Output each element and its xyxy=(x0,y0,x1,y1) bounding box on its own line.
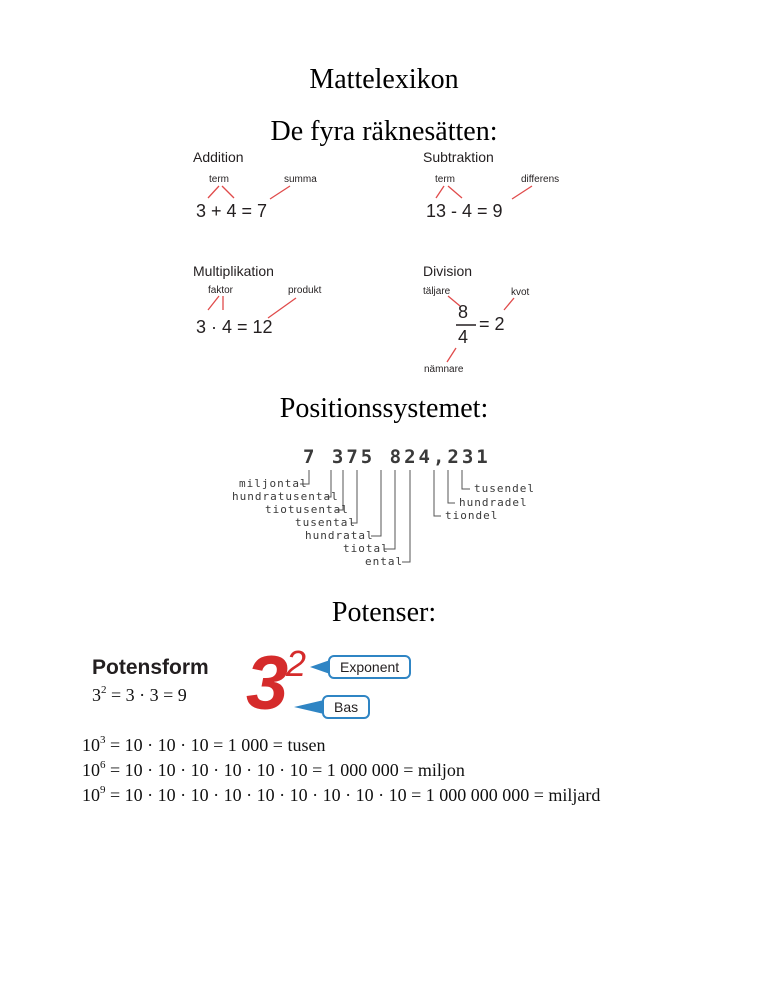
power-line-exp: 3 xyxy=(100,734,106,746)
division-numerator: 8 xyxy=(458,302,469,322)
exponent-callout: Exponent xyxy=(328,655,411,679)
addition-equation: 3 + 4 = 7 xyxy=(196,201,268,221)
subtraction-title: Subtraktion xyxy=(423,149,494,165)
subtraction-term-label: term xyxy=(435,174,455,185)
addition-title: Addition xyxy=(193,149,244,165)
label-hundradel: hundradel xyxy=(459,496,528,509)
potensform-title: Potensform xyxy=(92,656,209,679)
subtraction-differens-label: differens xyxy=(521,174,560,185)
powers-heading: Potenser: xyxy=(331,597,437,628)
division-namnare-label: nämnare xyxy=(424,364,464,375)
big-power-exponent: 2 xyxy=(286,643,307,684)
power-line-base: 10 xyxy=(82,785,100,805)
multiplication-equation: 3 · 4 = 12 xyxy=(196,317,273,337)
label-hundratusental: hundratusental xyxy=(232,490,339,503)
power-line-million xyxy=(82,760,465,781)
power-line-base: 10 xyxy=(82,760,100,780)
label-tiotal: tiotal xyxy=(343,542,389,555)
division-denominator: 4 xyxy=(458,327,469,347)
power-line-exp: 6 xyxy=(100,759,106,771)
label-miljontal: miljontal xyxy=(239,477,308,490)
page-title: Mattelexikon xyxy=(309,64,459,95)
division-kvot-label: kvot xyxy=(511,287,530,298)
multiplication-produkt-label: produkt xyxy=(288,285,322,296)
positional-number: 7 375 824,231 xyxy=(303,446,491,468)
label-tusendel: tusendel xyxy=(474,482,535,495)
multiplication-title: Multiplikation xyxy=(193,263,274,279)
power-line-thousand xyxy=(82,735,325,756)
power-line-billion xyxy=(82,785,600,806)
power-line-exp: 9 xyxy=(100,784,106,796)
label-hundratal: hundratal xyxy=(305,529,374,542)
base-callout: Bas xyxy=(322,695,370,719)
multiplication-faktor-label: faktor xyxy=(208,285,234,296)
big-power-base: 3 xyxy=(246,641,289,726)
positional-heading: Positionssystemet: xyxy=(279,393,489,424)
example-exponent: 2 xyxy=(101,684,107,696)
label-ental: ental xyxy=(365,555,404,568)
division-taljare-label: täljare xyxy=(423,286,451,297)
operations-heading: De fyra räknesätten: xyxy=(270,116,498,147)
example-rest: = 3 · 3 = 9 xyxy=(106,685,187,705)
addition-summa-label: summa xyxy=(284,174,317,185)
label-tiotusental: tiotusental xyxy=(265,503,349,516)
power-line-rest: = 10 · 10 · 10 = 1 000 = tusen xyxy=(105,735,326,755)
division-title: Division xyxy=(423,263,473,279)
power-line-rest: = 10 · 10 · 10 · 10 · 10 · 10 = 1 000 000 = miljon xyxy=(105,760,465,780)
addition-term-label: term xyxy=(209,174,229,185)
power-line-base: 10 xyxy=(82,735,100,755)
subtraction-equation: 13 - 4 = 9 xyxy=(426,201,503,221)
power-line-rest: = 10 · 10 · 10 · 10 · 10 · 10 · 10 · 10 · 10 = 1 000 000 000 = miljard xyxy=(105,785,601,805)
example-base: 3 xyxy=(92,685,101,705)
label-tusental: tusental xyxy=(295,516,356,529)
division-result: = 2 xyxy=(479,314,505,334)
label-tiondel: tiondel xyxy=(445,509,499,522)
